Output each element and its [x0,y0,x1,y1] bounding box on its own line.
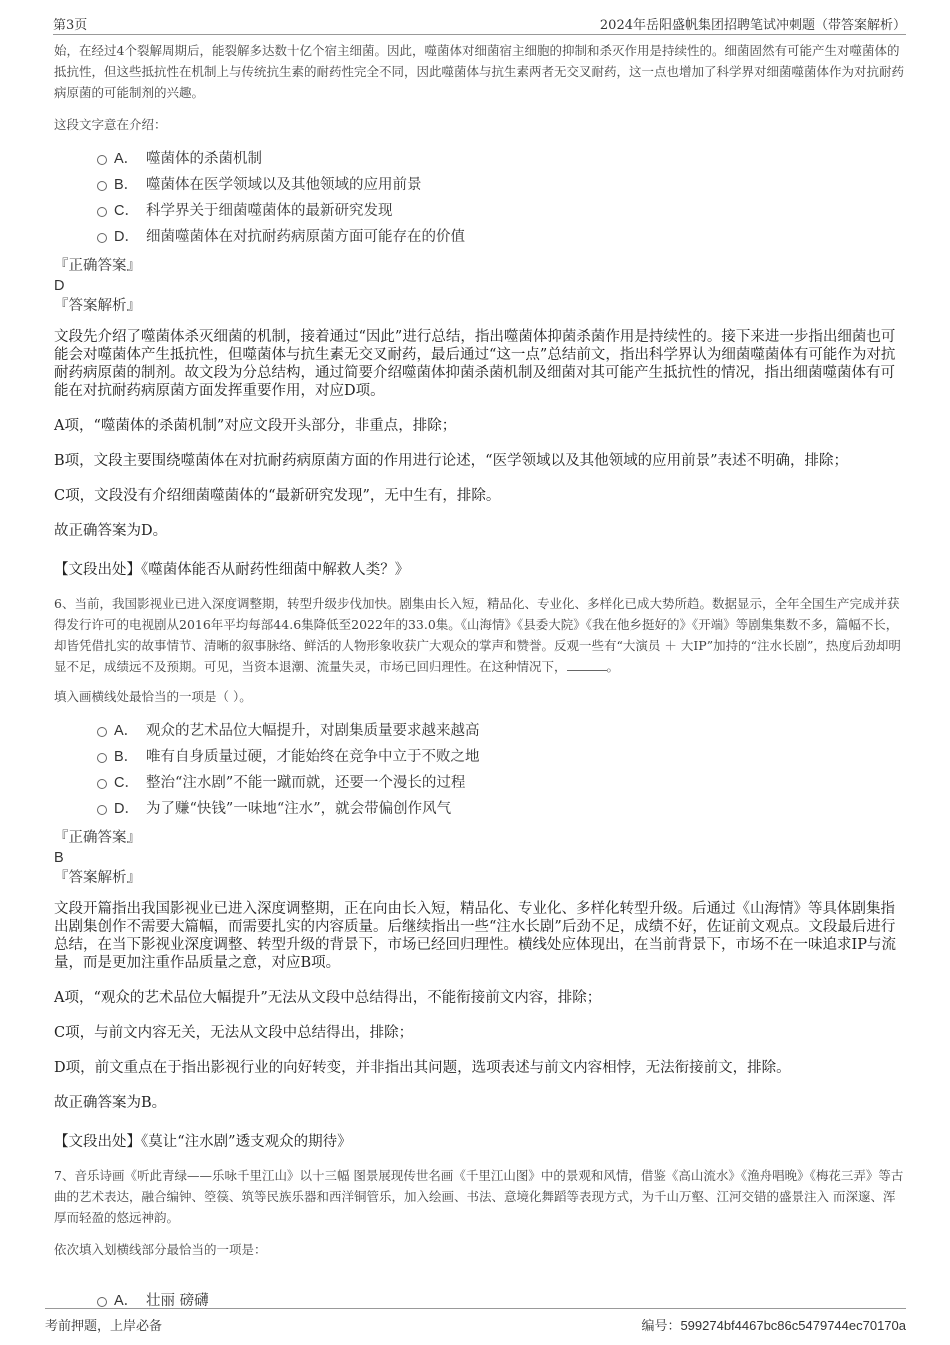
q6-analysis-d: D项，前文重点在于指出影视行业的向好转变，并非指出其问题，选项表述与前文内容相悖，无法衔接前文，排除。 [54,1060,791,1076]
q6-answer: B [54,850,64,866]
q6-prompt: 填入画横线处最恰当的一项是（ ）。 [54,689,252,704]
q5-analysis-a: A项，“噬菌体的杀菌机制”对应文段开头部分，非重点，排除； [54,418,457,434]
document-id: 编号：599274bf4467bc86c5479744ec70170a [641,1318,906,1333]
radio-icon[interactable] [97,155,107,165]
q7-prompt: 依次填入划横线部分最恰当的一项是： [54,1242,267,1257]
q6-option-a[interactable]: A． 观众的艺术品位大幅提升，对剧集质量要求越来越高 [54,718,905,744]
q5-source: 【文段出处】《噬菌体能否从耐药性细菌中解救人类？》 [54,562,410,578]
q5-analysis-label: 『答案解析』 [54,298,141,314]
q5-analysis-c: C项，文段没有介绍细菌噬菌体的“最新研究发现”，无中生有，排除。 [54,488,501,504]
document-title: 2024年岳阳盛帆集团招聘笔试冲刺题（带答案解析） [599,18,906,33]
q7-stem: 7、音乐诗画《听此青绿——乐咏千里江山》以十三幅 图景展现传世名画《千里江山图》中的景观和风情，借鉴《高山流水》《渔舟唱晚》《梅花三弄》等古曲的艺术表达，融合编钟、箜篌、筑等民族乐器和西洋铜管乐，加入绘画、书法、意境化舞蹈等表现方式，为千山万壑、江河交错的盛景注入 而深邃、浑厚而轻盈的悠远神韵。 [54,1168,904,1225]
q5-answer: D [54,278,65,294]
radio-icon[interactable] [97,779,107,789]
q5-continuation: 始，在经过4个裂解周期后，能裂解多达数十亿个宿主细菌。因此，噬菌体对细菌宿主细胞的抑制和杀灭作用是持续性的。细菌固然有可能产生对噬菌体的抵抗性，但这些抵抗性在机制上与传统抗生素的耐药性完全不同，因此噬菌体与抗生素两者无交叉耐药，这一点也增加了科学界对细菌噬菌体作为对抗耐药病原菌的可能制剂的兴趣。 [54,43,905,100]
footer-slogan: 考前押题，上岸必备 [45,1319,163,1334]
q5-analysis-summary: 文段先介绍了噬菌体杀灭细菌的机制，接着通过“因此”进行总结，指出噬菌体抑菌杀菌作用是持续性的。接下来进一步指出细菌也可能会对噬菌体产生抵抗性，但噬菌体与抗生素无交叉耐药，最后通过“这一点”总结前文，指出科学界认为细菌噬菌体有可能作为对抗耐药病原菌的制剂。故文段为分总结构，通过简要介绍噬菌体抑菌杀菌机制及细菌对其可能产生抵抗性的情况，指出细菌噬菌体有可能在对抗耐药病原菌方面发挥重要作用，对应D项。 [54,329,896,399]
radio-icon[interactable] [97,753,107,763]
radio-icon[interactable] [97,207,107,217]
radio-icon[interactable] [97,181,107,191]
page-footer [45,1308,906,1335]
q5-answer-label: 『正确答案』 [54,258,141,274]
radio-icon[interactable] [97,233,107,243]
q6-analysis-a: A项，“观众的艺术品位大幅提升”无法从文段中总结得出，不能衔接前文内容，排除； [54,990,602,1006]
q5-option-d[interactable]: D． 细菌噬菌体在对抗耐药病原菌方面可能存在的价值 [54,224,905,250]
radio-icon[interactable] [97,1297,107,1307]
page-number: 第3页 [53,18,88,33]
page-header [53,12,906,35]
q6-analysis-summary: 文段开篇指出我国影视业已进入深度调整期，正在向由长入短，精品化、专业化、多样化转型升级。后通过《山海情》等具体剧集指出剧集创作不需要大篇幅，而需要扎实的内容质量。后继续指出一些“注水长剧”后劲不足，成绩不好，佐证前文观点。文段最后进行总结，在当下影视业深度调整、转型升级的背景下，市场已经回归理性。横线处应体现出，在当前背景下，市场不在一味追求IP与流量，而是更加注重作品质量之意，对应B项。 [54,901,896,971]
q6-options [54,718,905,822]
q6-answer-label: 『正确答案』 [54,830,141,846]
q5-conclusion: 故正确答案为D。 [54,523,168,539]
q6-analysis-c: C项，与前文内容无关，无法从文段中总结得出，排除； [54,1025,414,1041]
q5-option-a[interactable]: A． 噬菌体的杀菌机制 [54,146,905,172]
q5-option-b[interactable]: B． 噬菌体在医学领域以及其他领域的应用前景 [54,172,905,198]
q5-options [54,146,905,250]
q5-prompt: 这段文字意在介绍： [54,117,167,132]
q6-option-b[interactable]: B． 唯有自身质量过硬，才能始终在竞争中立于不败之地 [54,744,905,770]
radio-icon[interactable] [97,727,107,737]
q6-option-c[interactable]: C． 整治“注水剧”不能一蹴而就，还要一个漫长的过程 [54,770,905,796]
q5-option-c[interactable]: C． 科学界关于细菌噬菌体的最新研究发现 [54,198,905,224]
q6-source: 【文段出处】《莫让“注水剧”透支观众的期待》 [54,1134,352,1150]
q6-stem: 6、当前，我国影视业已进入深度调整期，转型升级步伐加快。剧集由长入短，精品化、专业化、多样化已成大势所趋。数据显示，全年全国生产完成并获得发行许可的电视剧从2016年平均每部44.6集降低至2022年的33.0集。《山海情》《县委大院》《我在他乡挺好的》《开端》等剧集集数不多，篇幅不长，却皆凭借扎实的故事情节、清晰的叙事脉络、鲜活的人物形象收获广大观众的掌声和赞誉。反观一些有“大演员 ＋ 大IP”加持的“注水长剧”，热度后劲却明显不足，成绩远不及预期。可见，当资本退潮、流量失灵，市场已回归理性。在这种情况下， 。 [54,596,901,674]
page-content [54,40,905,1314]
radio-icon[interactable] [97,805,107,815]
q7-option-a[interactable]: A． 壮丽 磅礴 [54,1288,905,1314]
q5-analysis-b: B项，文段主要围绕噬菌体在对抗耐药病原菌方面的作用进行论述，“医学领域以及其他领域的应用前景”表述不明确，排除； [54,453,848,469]
q6-option-d[interactable]: D． 为了赚“快钱”一味地“注水”，就会带偏创作风气 [54,796,905,822]
q6-conclusion: 故正确答案为B。 [54,1095,167,1111]
q6-analysis-label: 『答案解析』 [54,870,141,886]
